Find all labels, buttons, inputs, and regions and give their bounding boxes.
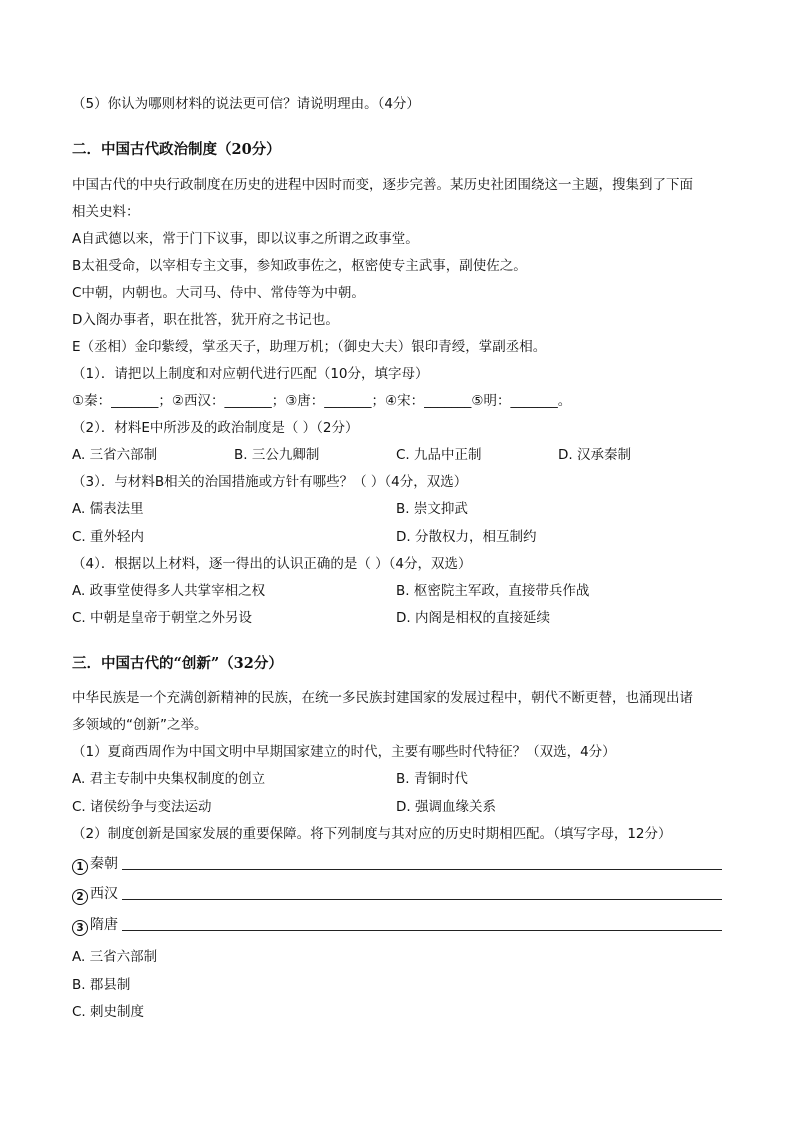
question-5: （5）你认为哪则材料的说法更可信？请说明理由。（4分） xyxy=(72,96,420,112)
match-row-qin xyxy=(72,853,722,875)
sec2-question-1-blanks: ①秦：_______；②西汉：_______；③唐：_______；④宋：_______⑤明：_______。 xyxy=(72,393,572,409)
q3-option-a: A. 儒表法里 xyxy=(72,501,144,517)
sec2-question-3: （3）．与材料B相关的治国措施或方针有哪些？（ ）（4分，双选） xyxy=(72,474,468,490)
sec3-question-2: （2）制度创新是国家发展的重要保障。将下列制度与其对应的历史时期相匹配。（填写字母，12分） xyxy=(72,826,672,842)
material-a: A自武德以来，常于门下议事，即以议事之所谓之政事堂。 xyxy=(72,231,419,247)
material-b: B太祖受命，以宰相专主文事，参知政事佐之，枢密使专主武事，副使佐之。 xyxy=(72,258,527,274)
answer-blank-wide[interactable] xyxy=(290,869,722,870)
choice-b: B. 郡县制 xyxy=(72,977,131,993)
material-c: C中朝，内朝也。大司马、侍中、常侍等为中朝。 xyxy=(72,285,365,301)
material-e: E（丞相）金印紫绶，掌丞天子，助理万机；（御史大夫）银印青绶，掌副丞相。 xyxy=(72,339,547,355)
section-3-title: 三．中国古代的“创新”（32分） xyxy=(72,655,283,672)
period-label: 秦朝 xyxy=(90,856,118,872)
q3-option-c: C. 重外轻内 xyxy=(72,529,145,545)
q2-option-b: B. 三公九卿制 xyxy=(234,447,320,463)
answer-blank-wide[interactable] xyxy=(290,930,722,931)
circled-number: 2 xyxy=(72,889,88,905)
sec2-question-4: （4）．根据以上材料，逐一得出的认识正确的是（ ）（4分，双选） xyxy=(72,556,472,572)
q4-option-c: C. 中朝是皇帝于朝堂之外另设 xyxy=(72,610,253,626)
circled-number: 1 xyxy=(72,859,88,875)
circled-number: 3 xyxy=(72,920,88,936)
choice-a: A. 三省六部制 xyxy=(72,949,158,965)
q3-option-d: D. 分散权力，相互制约 xyxy=(396,529,537,545)
q2-option-d: D. 汉承秦制 xyxy=(558,447,631,463)
sec2-question-2: （2）．材料E中所涉及的政治制度是（ ）（2分） xyxy=(72,420,359,436)
match-row-sui-tang xyxy=(72,914,722,936)
section-2-intro: 中国古代的中央行政制度在历史的进程中因时而变，逐步完善。某历史社团围绕这一主题，搜集到了下面 xyxy=(72,177,693,193)
q4-option-d: D. 内阁是相权的直接延续 xyxy=(396,610,550,626)
section-2-title: 二．中国古代政治制度（20分） xyxy=(72,141,281,158)
choice-c: C. 刺史制度 xyxy=(72,1004,145,1020)
section-3-intro-cont: 多领域的“创新”之举。 xyxy=(72,717,208,733)
material-d: D入阁办事者，职在批答，犹开府之书记也。 xyxy=(72,312,339,328)
q2-option-c: C. 九品中正制 xyxy=(396,447,482,463)
q4-option-a: A. 政事堂使得多人共掌宰相之权 xyxy=(72,583,266,599)
period-label: 西汉 xyxy=(90,886,118,902)
sec3-q1-option-d: D. 强调血缘关系 xyxy=(396,799,496,815)
q3-option-b: B. 崇文抑武 xyxy=(396,501,468,517)
q4-option-b: B. 枢密院主军政，直接带兵作战 xyxy=(396,583,590,599)
answer-blank-wide[interactable] xyxy=(290,899,722,900)
period-label: 隋唐 xyxy=(90,917,118,933)
sec3-q1-option-b: B. 青铜时代 xyxy=(396,771,468,787)
q2-option-a: A. 三省六部制 xyxy=(72,447,158,463)
section-2-intro-cont: 相关史料： xyxy=(72,204,140,220)
sec2-question-1: （1）．请把以上制度和对应朝代进行匹配（10分，填字母） xyxy=(72,366,429,382)
sec3-question-1: （1）夏商西周作为中国文明中早期国家建立的时代，主要有哪些时代特征？（双选，4分） xyxy=(72,744,616,760)
section-3-intro: 中华民族是一个充满创新精神的民族，在统一多民族封建国家的发展过程中，朝代不断更替，也涌现出诸 xyxy=(72,690,693,706)
match-row-western-han xyxy=(72,883,722,905)
sec3-q1-option-a: A. 君主专制中央集权制度的创立 xyxy=(72,771,266,787)
sec3-q1-option-c: C. 诸侯纷争与变法运动 xyxy=(72,799,212,815)
